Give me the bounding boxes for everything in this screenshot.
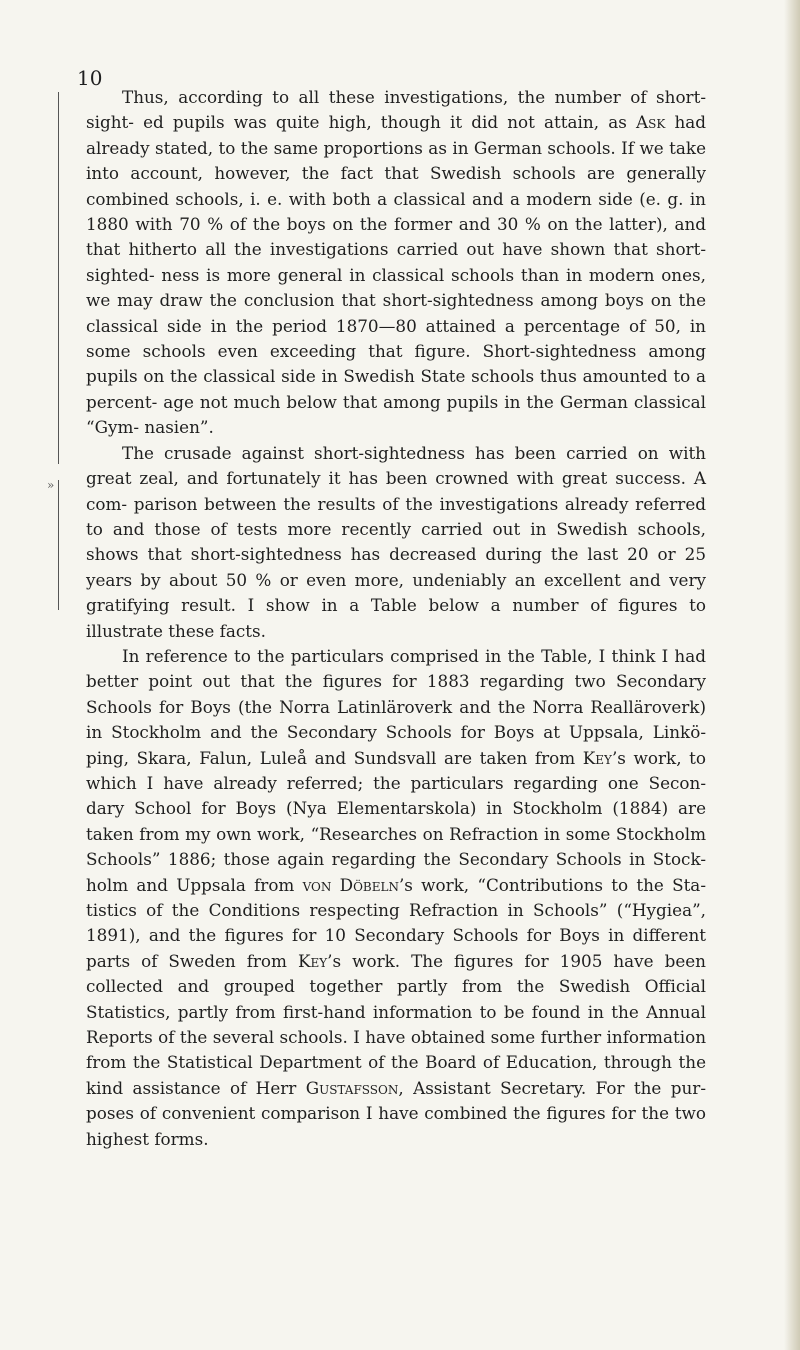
paragraph-text: , Assistant Secretary. For the pur- poses of convenient comparison I have combined the figures for the two highest forms.	[86, 1077, 706, 1149]
paragraph-text: ’s work, to which I have already referred; the particulars regarding one Secon- dary School for Boys (Nya Elementarskola) in Stockholm (1884) are taken from my own work, “Researches on Refraction in some Stockholm Schools” 1886; those again regarding the Secondary Schools in Stock- holm and Uppsala from	[86, 747, 706, 895]
author-name: Gustafsson	[305, 1077, 399, 1098]
paragraph-text: In reference to the particulars comprised in the Table, I think I had better point out that the figures for 1883 regarding two Secondary Schools for Boys (the Norra Latinläroverk and the Norra Realläroverk) in Stockholm and the Secondary Schools for Boys at Uppsala, Linkö- ping, Skara, Falun, Luleå and Sundsvall are taken from	[86, 645, 706, 768]
author-name: Ask	[635, 112, 666, 133]
paragraph-text: ’s work, “Contributions to the Sta- tistics of the Conditions respecting Refraction in Schools” (“Hygiea”, 1891), and the figures for 10 Secondary Schools for Boys in different parts of Sweden from	[86, 874, 706, 971]
paragraph-1	[86, 85, 706, 441]
body-text	[86, 85, 706, 1152]
paragraph-2: The crusade against short-sightedness has been carried on with great zeal, and fortunately it has been crowned with great success. A com- parison between the results of the investigations already referred to and those of tests more recently carried out in Swedish schools, shows that short-sightedness has decreased during the last 20 or 25 years by about 50 % or even more, undeniably an excellent and very gratifying result. I show in a Table below a number of figures to illustrate these facts.	[86, 442, 706, 641]
margin-annotation-line	[58, 92, 59, 464]
author-name: von Döbeln	[302, 874, 399, 895]
paragraph-text: ’s work. The figures for 1905 have been collected and grouped together partly from the Swedish Official Statistics, partly from first-hand information to be found in the Annual Reports of the several schools. I have obtained some further information from the Statistical Department of the Board of Education, through the kind assistance of Herr	[86, 950, 706, 1098]
page-number: 10	[77, 66, 103, 90]
paragraph-text: Thus, according to all these investigations, the number of short-sight- ed pupils was quite high, though it did not attain, as	[86, 87, 706, 133]
paragraph-3	[86, 644, 706, 1152]
page-edge-shadow	[784, 0, 800, 1350]
margin-annotation-line	[58, 480, 59, 610]
margin-mark: »	[47, 478, 55, 492]
paragraph-text: had already stated, to the same proportions as in German schools. If we take into account, however, the fact that Swedish schools are generally combined schools, i. e. with both a classical and a modern side (e. g. in 1880 with 70 % of the boys on the former and 30 % on the latter), and that hitherto all the investigations carried out have shown that short-sighted- ness is more general in classical schools than in modern ones, we may draw the conclusion that short-sightedness among boys on the classical side in the period 1870—80 attained a percentage of 50, in some schools even exceeding that figure. Short-sightedness among pupils on the classical side in Swedish State schools thus amounted to a percent- age not much below that among pupils in the German classical “Gym- nasien”.	[86, 112, 707, 438]
author-name: Key	[582, 747, 612, 768]
author-name: Key	[297, 950, 328, 971]
